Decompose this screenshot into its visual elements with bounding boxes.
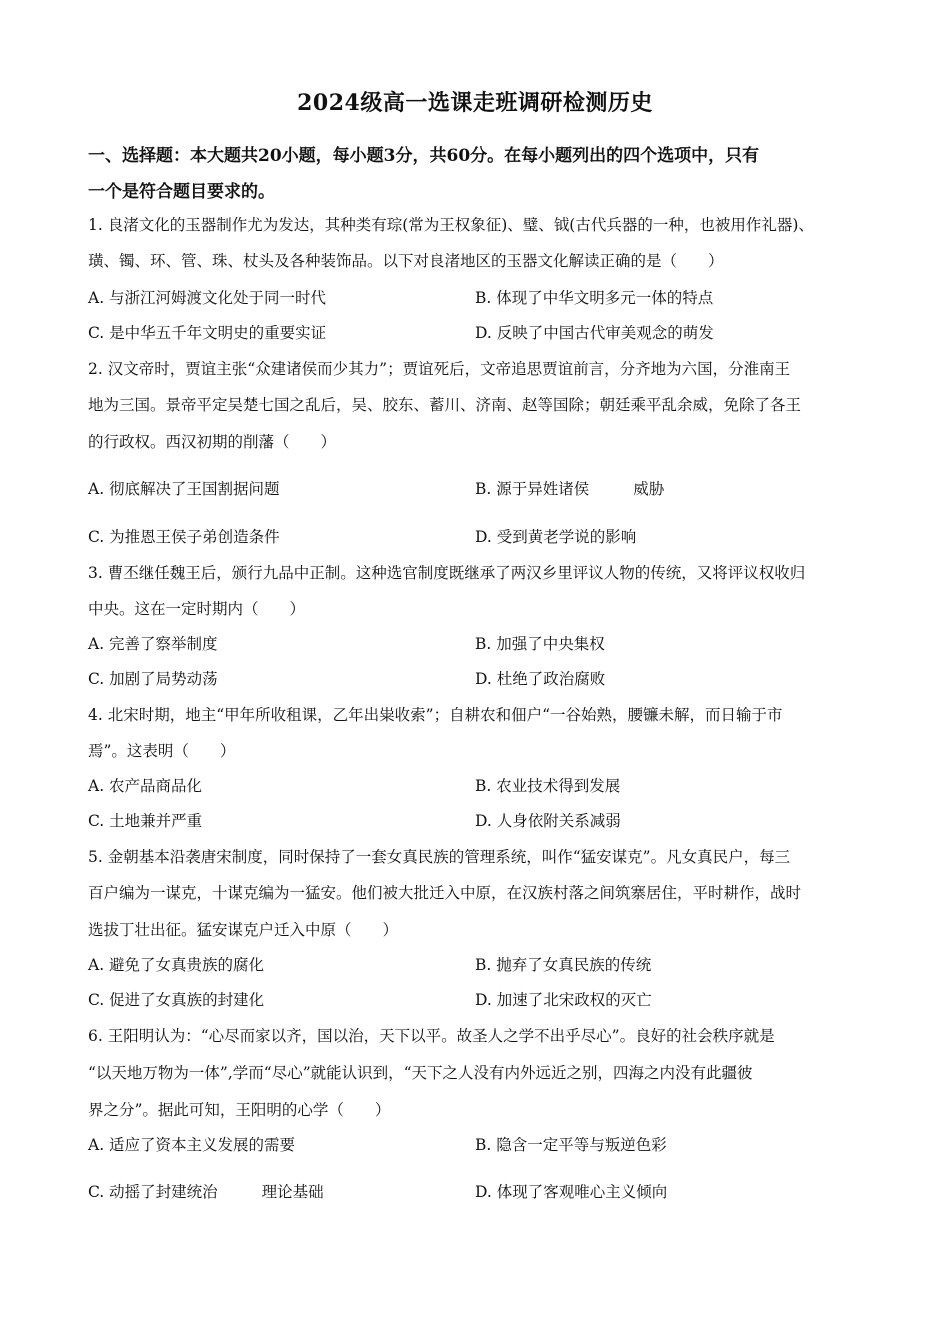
question-6-stem-line-1: 6. 王阳明认为：“心尽而家以齐，国以治，天下以平。故圣人之学不出乎尽心”。良好的社会秩序就是 bbox=[88, 1027, 775, 1045]
question-5-stem-line-3: 选拔丁壮出征。猛安谋克户迁入中原（ ） bbox=[88, 921, 399, 939]
question-6-option-c-part-2: 理论基础 bbox=[261, 1183, 324, 1201]
question-1-option-c: C. 是中华五千年文明史的重要实证 bbox=[88, 324, 327, 342]
question-4-option-a: A. 农产品商品化 bbox=[88, 777, 203, 795]
page-title: 2024级高一选课走班调研检测历史 bbox=[297, 90, 653, 116]
question-6-option-b: B. 隐含一定平等与叛逆色彩 bbox=[475, 1136, 667, 1154]
question-6-stem-line-2: “以天地万物为一体”,学而“尽心”就能认识到，“天下之人没有内外远近之别，四海之内没有此疆彼 bbox=[88, 1064, 753, 1082]
question-6-option-c-part-1: C. 动摇了封建统治 bbox=[88, 1183, 218, 1201]
question-2-option-b-part-1: B. 源于异姓诸侯 bbox=[475, 480, 590, 498]
question-1-option-b: B. 体现了中华文明多元一体的特点 bbox=[475, 289, 714, 307]
question-4-stem-line-1: 4. 北宋时期，地主“甲年所收租课，乙年出粜收索”；自耕农和佃户“一谷始熟，腰镰未解，而日输于市 bbox=[88, 706, 783, 724]
question-4-option-d: D. 人身依附关系减弱 bbox=[475, 812, 621, 830]
question-3-option-b: B. 加强了中央集权 bbox=[475, 635, 605, 653]
question-5-option-b: B. 抛弃了女真民族的传统 bbox=[475, 956, 652, 974]
question-2-option-a: A. 彻底解决了王国割据问题 bbox=[88, 480, 280, 498]
question-2-option-b bbox=[475, 477, 664, 499]
question-2-stem-line-2: 地为三国。景帝平定吴楚七国之乱后，吴、胶东、蓄川、济南、赵等国除；朝廷乘平乱余威，免除了各王 bbox=[88, 396, 802, 414]
question-2-option-c: C. 为推恩王侯子弟创造条件 bbox=[88, 528, 280, 546]
question-5-stem-line-1: 5. 金朝基本沿袭唐宋制度，同时保持了一套女真民族的管理系统，叫作“猛安谋克”。凡女真民户，每三 bbox=[88, 848, 791, 866]
question-3-option-a: A. 完善了察举制度 bbox=[88, 635, 218, 653]
question-2-option-d: D. 受到黄老学说的影响 bbox=[475, 528, 637, 546]
question-4-option-b: B. 农业技术得到发展 bbox=[475, 777, 621, 795]
question-2-stem-line-3: 的行政权。西汉初期的削藩（ ） bbox=[88, 433, 337, 451]
question-2-stem-line-1: 2. 汉文帝时，贾谊主张“众建诸侯而少其力”；贾谊死后，文帝追思贾谊前言，分齐地为六国，分淮南王 bbox=[88, 360, 791, 378]
section-heading-line-2: 一个是符合题目要求的。 bbox=[88, 182, 275, 202]
question-4-option-c: C. 土地兼并严重 bbox=[88, 812, 203, 830]
question-3-stem-line-2: 中央。这在一定时期内（ ） bbox=[88, 600, 306, 618]
question-3-stem-line-1: 3. 曹丕继任魏王后，颁行九品中正制。这种选官制度既继承了两汉乡里评议人物的传统，又将评议权收归 bbox=[88, 564, 806, 582]
question-3-option-c: C. 加剧了局势动荡 bbox=[88, 670, 218, 688]
question-1-stem-line-2: 璜、镯、环、管、珠、杖头及各种装饰品。以下对良渚地区的玉器文化解读正确的是（ ） bbox=[88, 252, 724, 270]
question-5-stem-line-2: 百户编为一谋克，十谋克编为一猛安。他们被大批迁入中原，在汉族村落之间筑寨居住，平时耕作，战时 bbox=[88, 884, 802, 902]
question-3-option-d: D. 杜绝了政治腐败 bbox=[475, 670, 606, 688]
question-2-option-b-part-2: 威胁 bbox=[633, 480, 665, 498]
question-6-option-a: A. 适应了资本主义发展的需要 bbox=[88, 1136, 296, 1154]
question-5-option-c: C. 促进了女真族的封建化 bbox=[88, 991, 265, 1009]
section-heading-line-1: 一、选择题：本大题共20小题，每小题3分，共60分。在每小题列出的四个选项中，只有 bbox=[88, 146, 760, 166]
question-1-stem-line-1: 1. 良渚文化的玉器制作尤为发达，其种类有琮(常为王权象征)、璧、钺(古代兵器的一种，也被用作礼器)、 bbox=[88, 216, 814, 234]
question-6-option-c bbox=[88, 1180, 324, 1202]
question-5-option-d: D. 加速了北宋政权的灭亡 bbox=[475, 991, 652, 1009]
question-5-option-a: A. 避免了女真贵族的腐化 bbox=[88, 956, 265, 974]
question-1-option-a: A. 与浙江河姆渡文化处于同一时代 bbox=[88, 289, 327, 307]
question-6-option-d: D. 体现了客观唯心主义倾向 bbox=[475, 1183, 668, 1201]
question-6-stem-line-3: 界之分”。据此可知，王阳明的心学（ ） bbox=[88, 1101, 391, 1119]
question-1-option-d: D. 反映了中国古代审美观念的萌发 bbox=[475, 324, 714, 342]
question-4-stem-line-2: 焉”。这表明（ ） bbox=[88, 742, 236, 760]
